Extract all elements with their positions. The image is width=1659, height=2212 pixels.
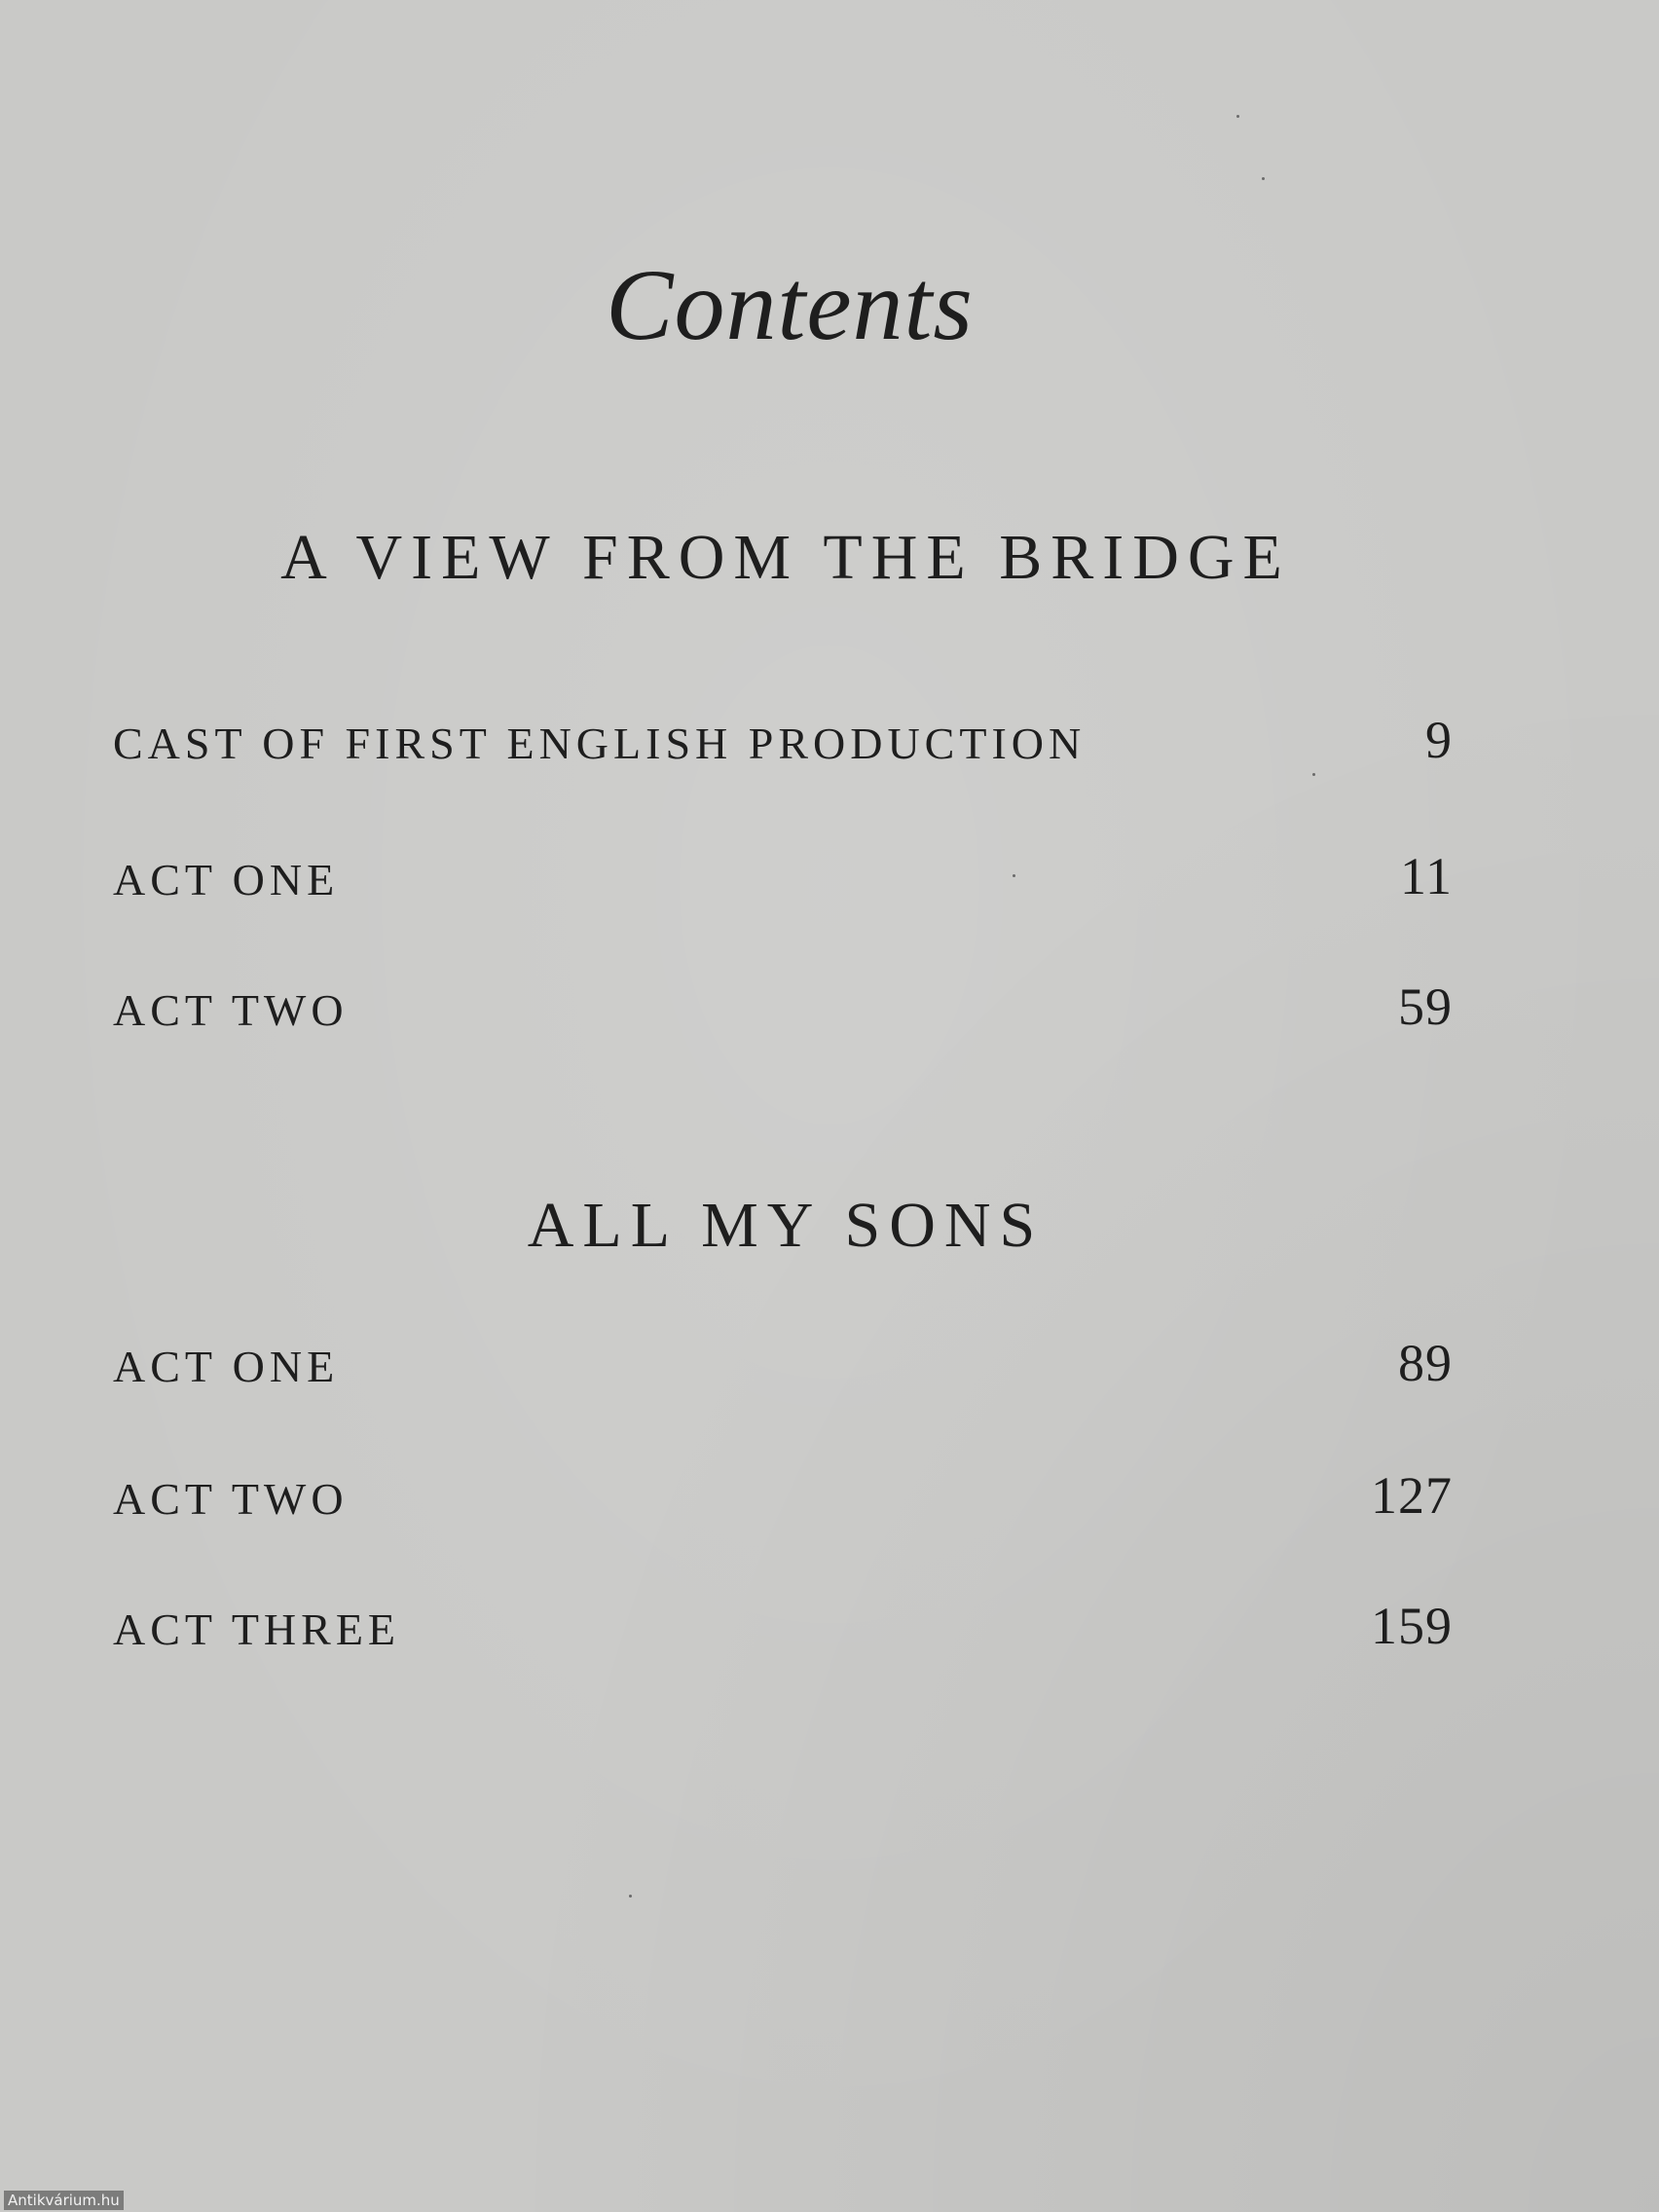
toc-entry-act-three[interactable] xyxy=(113,1597,1453,1659)
toc-entry-cast[interactable] xyxy=(113,711,1453,773)
paper-speck xyxy=(1013,874,1015,877)
toc-entry-page-number: 159 xyxy=(1371,1597,1453,1655)
toc-entry-label: CAST OF FIRST ENGLISH PRODUCTION xyxy=(113,719,1087,768)
toc-entry-label: ACT THREE xyxy=(113,1604,401,1654)
toc-entry-page-number: 59 xyxy=(1398,977,1453,1036)
toc-entry-page-number: 89 xyxy=(1398,1334,1453,1392)
toc-entry-act-two[interactable] xyxy=(113,1466,1453,1529)
toc-entry-label: ACT ONE xyxy=(113,855,340,904)
paper-speck xyxy=(1262,177,1265,180)
paper-speck xyxy=(1236,115,1239,118)
toc-entry-label: ACT ONE xyxy=(113,1342,340,1391)
section-heading-view-from-the-bridge: A VIEW FROM THE BRIDGE xyxy=(280,522,1291,593)
toc-entry-label: ACT TWO xyxy=(113,1474,349,1524)
paper-speck xyxy=(629,1895,632,1898)
toc-entry-act-one[interactable] xyxy=(113,1334,1453,1396)
toc-entry-act-two[interactable] xyxy=(113,977,1453,1040)
toc-entry-page-number: 127 xyxy=(1371,1466,1453,1525)
page-title: Contents xyxy=(606,249,974,361)
paper-speck xyxy=(1312,773,1315,776)
toc-entry-act-one[interactable] xyxy=(113,847,1453,909)
toc-entry-page-number: 9 xyxy=(1425,711,1453,769)
section-heading-all-my-sons: ALL MY SONS xyxy=(527,1190,1045,1261)
toc-entry-page-number: 11 xyxy=(1400,847,1453,905)
watermark: Antikvárium.hu xyxy=(4,2191,124,2210)
toc-entry-label: ACT TWO xyxy=(113,985,349,1035)
